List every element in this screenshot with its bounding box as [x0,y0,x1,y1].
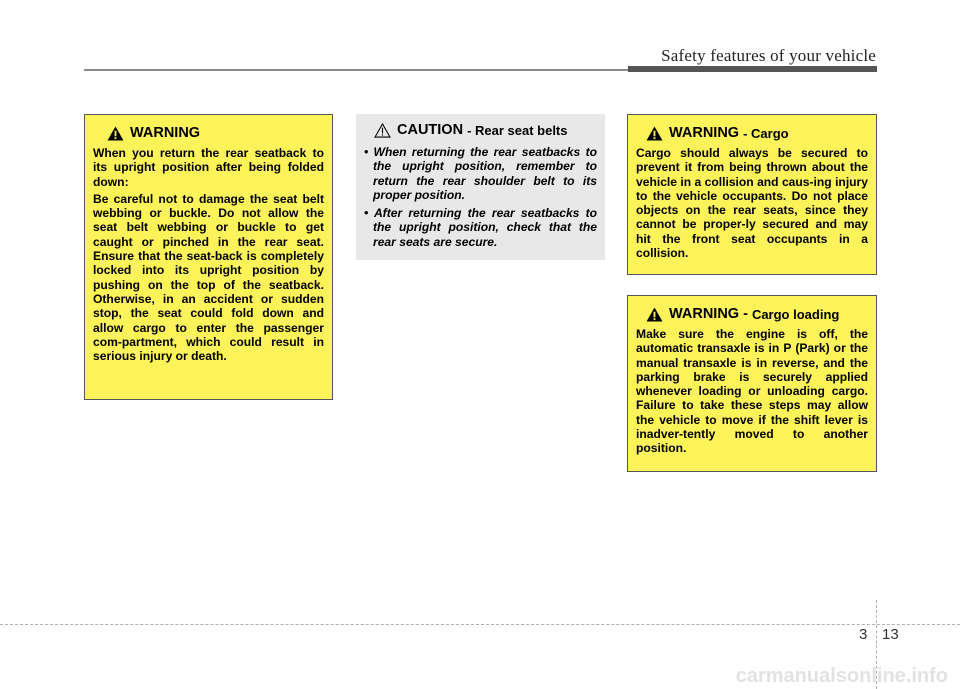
page-header-title: Safety features of your vehicle [661,46,876,65]
caution-bullet-2-text: After returning the rear seatbacks to the upright position, check that the rear seats are secure. [373,206,597,249]
warning-triangle-icon [646,307,663,322]
watermark: carmanualsonline.info [735,665,948,687]
warning-cargo-subtitle: - Cargo [743,126,789,141]
caution-bullet-2 [364,206,597,249]
warning-seatback-body: Be careful not to damage the seat belt webbing or buckle. Do not allow the seat belt webbing or buckle to get caught or pinched in the rear seat. Ensure that the seat-back is completely locked into its upright position by pushing on the top of the seatback. Otherwise, in an accident or sudden stop, the seat could fold down and allow cargo to enter the passenger com-partment, which could result in serious injury or death. [93,191,324,364]
warning-cargo-title: WARNING [669,125,740,141]
warning-cargo-heading [646,125,868,142]
warning-seatback-heading [107,125,324,142]
caution-seatbelts-subtitle: - Rear seat belts [467,123,568,138]
warning-cargo-loading-box [627,295,877,472]
chapter-number: 3 [859,626,868,643]
warning-seatback-box [84,114,333,400]
caution-bullet-1-text: When returning the rear seatbacks to the upright position, remember to return the rear shoulder belt to its proper position. [373,145,597,202]
warning-triangle-icon [107,126,124,141]
warning-seatback-title: WARNING [130,125,201,141]
caution-seatbelts-box [356,114,605,260]
caution-bullet-1 [364,145,597,202]
header-accent-bar [628,66,877,72]
warning-cargo-loading-subtitle: Cargo loading [751,307,840,322]
footer-rule [0,624,960,625]
warning-cargo-loading-body: Make sure the engine is off, the automatic transaxle is in P (Park) or the manual transaxle is in reverse, and the parking brake is securely applied whenever loading or unloading cargo. Failure to take these steps may allow the vehicle to move if the shift lever is inadver-tently moved to another position. [636,327,868,456]
bullet-dot: • [364,206,374,221]
warning-cargo-box [627,114,877,275]
caution-seatbelts-title: CAUTION [397,122,464,138]
warning-triangle-icon [646,126,663,141]
warning-cargo-loading-title: WARNING - [669,306,748,322]
warning-cargo-body: Cargo should always be secured to prevent it from being thrown about the vehicle in a collision and caus-ing injury to the vehicle occupants. Do not place objects on the rear seats, since they cannot be proper-ly secured and may hit the front seat occupants in a collision. [636,146,868,261]
caution-triangle-icon [374,123,391,138]
page-number: 13 [882,626,899,643]
caution-seatbelts-heading [374,122,597,139]
warning-seatback-intro: When you return the rear seatback to its upright position after being folded down: [93,146,324,189]
bullet-dot: • [364,145,374,159]
warning-cargo-loading-heading [646,306,868,323]
